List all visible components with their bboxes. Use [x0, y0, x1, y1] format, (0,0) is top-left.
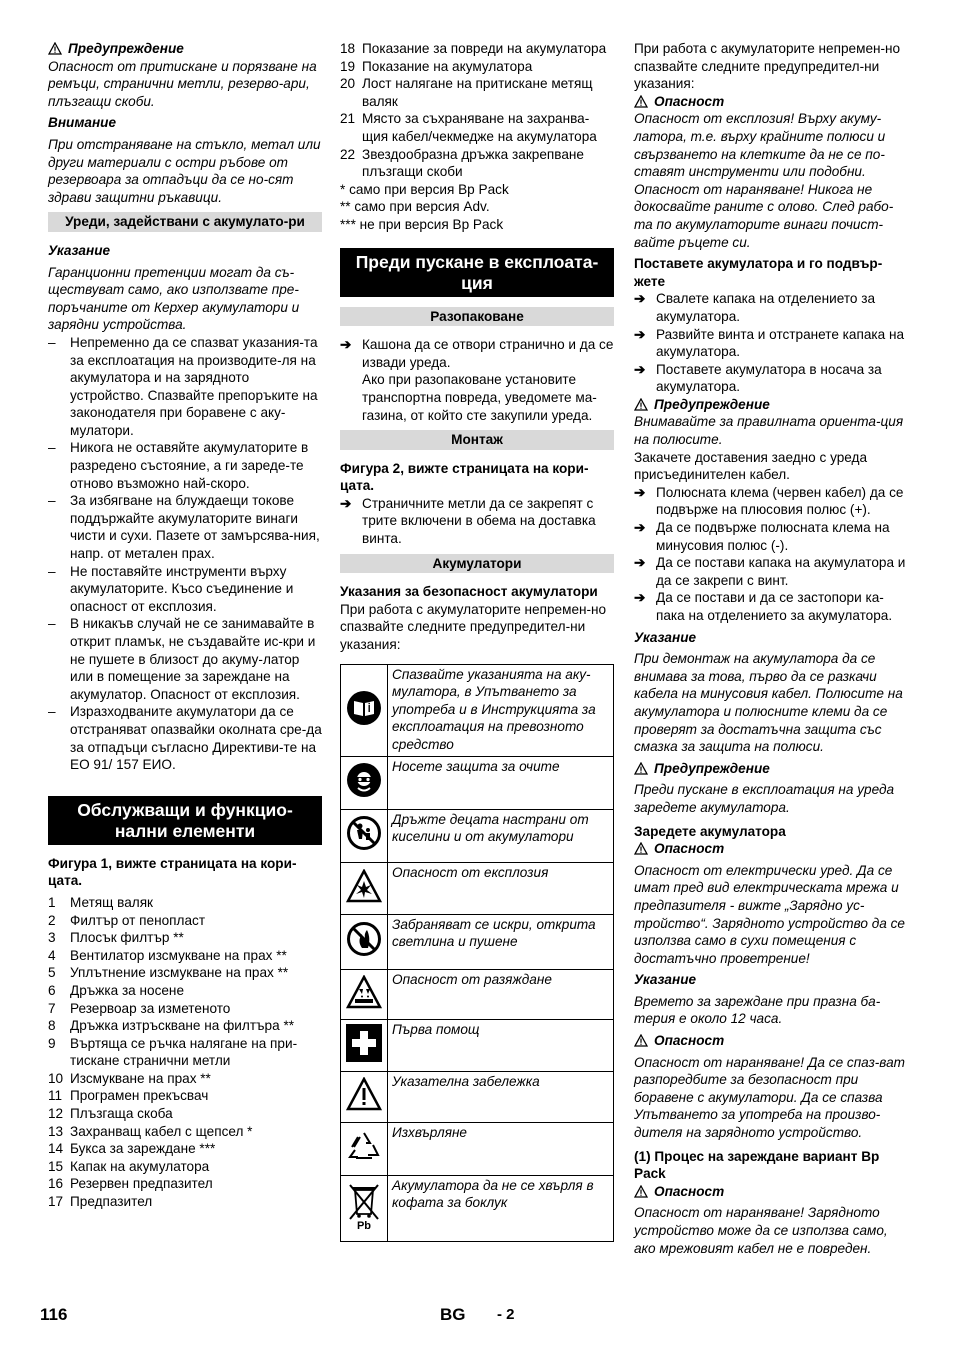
warning-triangle-icon	[634, 1034, 648, 1047]
list-item	[48, 1158, 322, 1176]
table-row	[341, 756, 614, 809]
item-text: Метящ валяк	[70, 894, 154, 910]
process-heading: (1) Процес на зареждане вариант Bp Pack	[634, 1148, 880, 1182]
item-text: Звездообразна дръжка закрепване плъзгащи скоби	[362, 146, 584, 180]
list-item	[48, 1000, 322, 1018]
column-1	[48, 40, 322, 1211]
list-item	[48, 947, 322, 965]
connect-text: Закачете доставения заедно с уреда присъединителен кабел.	[634, 449, 868, 483]
symbol-text: Първа помощ	[388, 1019, 614, 1071]
symbol-text: Забраняват се искри, открита светлина и пушене	[388, 914, 614, 969]
item-number: 15	[48, 1158, 64, 1174]
warning-triangle-icon	[634, 762, 648, 775]
item-text: Изсмукване на прах **	[70, 1070, 211, 1086]
item-text: Капак на акумулатора	[70, 1158, 210, 1174]
table-row	[341, 1175, 614, 1241]
safety-intro: При работа с акумулаторите непремен-но спазвайте следните предупредител-ни указания:	[340, 601, 607, 653]
list-item	[340, 75, 614, 110]
warning-heading: Предупреждение	[634, 396, 908, 414]
item-text: Показание на акумулатора	[362, 58, 533, 74]
instruction-step: ➔ Кашона да се отвори странично и да се извади уреда.	[340, 337, 614, 370]
item-number: 6	[48, 982, 56, 998]
item-number: 3	[48, 930, 56, 946]
item-number: 10	[48, 1070, 64, 1086]
danger-heading: Опасност	[634, 840, 908, 858]
note-text: Гаранционни претенции могат да съ-ществуват само, ако използвате пре-поръчаните от Керхер акумулатори и зарядни устройства.	[48, 264, 300, 333]
list-item	[340, 58, 614, 76]
list-item	[48, 964, 322, 982]
list-item	[48, 982, 322, 1000]
list-item: – Никога не оставяйте акумулаторите в разредено състояние, а ги зареде-те отново възможно най-скоро.	[48, 440, 309, 491]
caution-text: При отстраняване на стъкло, метал или други материали с остри ръбове от резервоара за отпадъци да се но-сят здрави защитни ръкавици.	[48, 136, 321, 205]
item-number: 19	[340, 58, 356, 74]
item-text: Плосък филтър **	[70, 930, 184, 946]
symbol-text: Дръжте децата настрани от киселини и от акумулатори	[388, 809, 614, 862]
note-title: Указание	[634, 629, 697, 645]
list-item	[48, 1035, 322, 1070]
item-text: Програмен прекъсвач	[70, 1088, 209, 1104]
list-item	[340, 40, 614, 58]
table-row	[341, 862, 614, 914]
no-fire-icon	[346, 921, 382, 957]
item-text: Плъзгаща скоба	[70, 1106, 173, 1122]
list-item	[340, 110, 614, 145]
list-item: – Изразходваните акумулатори да се отстраняват опазвайки околната сре-да за отпадъци съгласно Директиви-те на ЕО 91/ 157 ЕИО.	[48, 704, 322, 773]
instruction-step: ➔ Да се постави капака на акумулатора и да се закрепи с винт.	[634, 555, 906, 588]
item-text: Букса за зареждане ***	[70, 1141, 216, 1157]
note-text: Времето за зареждане при празна ба-терия е около 12 часа.	[634, 993, 881, 1027]
list-item	[48, 1105, 322, 1123]
instruction-step: ➔ Свалете капака на отделението за акумулатора.	[634, 291, 876, 324]
list-item: – Непременно да се спазват указания-та за експлоатация на производите-ля на акумулатора и на зарядното устройство. Спазвайте препоръките на законодателя при боравене с аку-мулатори.	[48, 334, 318, 438]
list-item: – Не поставяйте инструменти върху акумулаторите. Късо съединение и опасност от експлозия.	[48, 563, 294, 614]
instruction-step: ➔ Да се подвърже полюсната клема на минусовия полюс (-).	[634, 520, 890, 553]
list-item	[48, 1123, 322, 1141]
item-number: 5	[48, 965, 56, 981]
instruction-step: ➔ Да се постави и да се застопори ка-пака на отделението за акумулатора.	[634, 590, 893, 623]
symbol-text: Носете защита за очите	[388, 756, 614, 809]
symbol-text: Опасност от разяждане	[388, 969, 614, 1019]
item-number: 12	[48, 1106, 64, 1122]
instruction-step: ➔ Поставете акумулатора в носача за акумулатора.	[634, 361, 882, 395]
item-number: 21	[340, 111, 356, 127]
eye-protection-icon	[346, 762, 382, 798]
list-item	[48, 912, 322, 930]
warning-triangle-icon	[634, 842, 648, 855]
symbol-text: Изхвърляне	[388, 1122, 614, 1175]
section-heading-startup: Преди пускане в експлоата-ция	[340, 248, 614, 297]
safety-heading: Указания за безопасност акумулатори	[340, 584, 598, 600]
footnote: * само при версия Bp Pack	[340, 181, 509, 197]
charge-heading: Заредете акумулатора	[634, 823, 786, 839]
warning-heading: Предупреждение	[634, 760, 908, 778]
figure-reference: Фигура 1, вижте страницата на кори-цата.	[48, 855, 297, 889]
footnote: *** не при версия Bp Pack	[340, 216, 504, 232]
note-title: Указание	[634, 972, 697, 988]
list-item	[48, 1017, 322, 1035]
safety-symbols-table	[340, 664, 614, 1242]
item-text: Въртяща се ръчка налягане на при-тискане странични метли	[70, 1035, 298, 1069]
warning-text: Опасност от притискане и порязване на ремъци, странични метли, резерво-ари, плъзгащи скоби.	[48, 58, 317, 109]
danger-text: Опасност от експлозия! Върху акуму-латора, т.е. върху крайните полюси и свързването на клетките да не се по-ставят инструменти или подобни. Опасност от нараняване! Никога не докосвайте раните с олово. След рабо-та по акумулаторите винаги почист-вайте ръцете си.	[634, 111, 894, 250]
list-item	[48, 929, 322, 947]
item-number: 22	[340, 146, 356, 162]
symbol-text: Акумулатора да не се хвърля в кофата за боклук	[388, 1175, 614, 1241]
danger-heading: Опасност	[634, 1183, 908, 1201]
batteries-heading: Акумулатори	[340, 554, 614, 574]
list-item	[48, 1193, 322, 1211]
list-item	[48, 1140, 322, 1158]
section-heading-controls: Обслужващи и функцио-нални елементи	[48, 796, 322, 845]
warning-text: Внимавайте за правилната ориента-ция на полюсите.	[634, 414, 904, 448]
column-2	[340, 40, 614, 1242]
warning-triangle-icon	[48, 42, 62, 55]
battery-devices-heading: Уреди, задействани с акумулато-ри	[48, 212, 322, 232]
item-text: Място за съхраняване на захранва-щия кабел/чекмедже на акумулатора	[362, 111, 597, 144]
assembly-heading: Монтаж	[340, 430, 614, 450]
corrosive-icon	[346, 975, 382, 1009]
keep-children-away-icon	[346, 815, 382, 851]
symbol-text: Спазвайте указанията на аку-мулатора, в Упътването за употреба и в Инструкцията за експлоатация на превозното средство	[388, 664, 614, 756]
warning-triangle-icon	[634, 1185, 648, 1198]
figure-reference: Фигура 2, вижте страницата на кори-цата.	[340, 460, 589, 494]
item-number: 14	[48, 1141, 64, 1157]
symbol-text: Опасност от експлозия	[388, 862, 614, 914]
table-row	[341, 1071, 614, 1122]
list-item: – В никакъв случай не се занимавайте в открит пламък, не създавайте ис-кри и не пушете в близост до акуму-латор или в помещение за зареждане на акумулатор. Опасност от експлозия.	[48, 616, 316, 702]
item-number: 7	[48, 1000, 56, 1016]
danger-heading: Опасност	[634, 93, 908, 111]
note-text: При демонтаж на акумулатора да се внимава за това, първо да се разкачи кабела на минусовия кабел. Полюсите на акумулатора и полюсните клеми да се проверят за достатъчна защита със смазка за защита на полюси.	[634, 651, 903, 755]
warning-title: Предупреждение	[68, 41, 184, 56]
item-text: Дръжка за носене	[70, 982, 185, 998]
item-number: 1	[48, 894, 56, 910]
item-text: Уплътнение изсмукване на прах **	[70, 965, 289, 981]
item-number: 4	[48, 947, 56, 963]
table-row	[341, 969, 614, 1019]
item-text: Резервен предпазител	[70, 1176, 213, 1192]
item-text: Захранващ кабел с щепсел *	[70, 1123, 253, 1139]
item-number: 20	[340, 76, 356, 92]
item-number: 9	[48, 1035, 56, 1051]
list-item	[48, 1070, 322, 1088]
language-code: BG	[440, 1305, 466, 1324]
intro-text: При работа с акумулаторите непремен-но спазвайте следните предупредител-ни указания:	[634, 41, 901, 92]
page-number: 116	[40, 1305, 68, 1324]
instruction-step: ➔ Страничните метли да се закрепят с трите включени в обема на доставка винта.	[340, 495, 596, 547]
warning-triangle-icon	[634, 95, 648, 108]
danger-text: Опасност от нараняване! Зарядното устройство може да се използва само, ако мрежовият кабел не е повреден.	[634, 1205, 888, 1256]
item-number: 11	[48, 1088, 63, 1104]
item-text: Резервоар за изметеното	[70, 1000, 231, 1016]
list-item	[48, 1087, 322, 1105]
recycling-icon	[346, 1129, 382, 1163]
warning-heading	[48, 40, 322, 58]
first-aid-icon	[346, 1024, 382, 1062]
item-text: Вентилатор изсмукване на прах **	[70, 947, 287, 963]
list-item	[48, 894, 322, 912]
danger-heading: Опасност	[634, 1032, 908, 1050]
footnote: ** само при версия Adv.	[340, 199, 490, 215]
warning-text: Преди пускане в експлоатация на уреда заредете акумулатора.	[634, 782, 895, 815]
column-3	[634, 40, 908, 1257]
warning-triangle-icon	[634, 398, 648, 411]
list-item: – За избягване на блуждаещи токове поддържайте акумулаторите винаги чисти и сухи. Пазете от замърсява-ния, напр. от метален прах.	[48, 493, 320, 562]
list-item	[48, 1175, 322, 1193]
item-text: Предпазител	[70, 1194, 153, 1210]
table-row	[341, 809, 614, 862]
item-number: 18	[340, 41, 356, 56]
table-row	[341, 664, 614, 756]
table-row	[341, 914, 614, 969]
danger-text: Опасност от електрически уред. Да се имат пред вид електрическата мрежа и предпазителя - вижте „Зарядно ус-тройство“. Зарядното устройство да се използва само в сухи помещения с достатъчно проветрение!	[634, 862, 905, 966]
table-row	[341, 1019, 614, 1071]
item-number: 8	[48, 1018, 56, 1034]
manual-icon	[346, 690, 382, 726]
item-number: 17	[48, 1194, 64, 1210]
insert-heading: Поставете акумулатора и го подвър-жете	[634, 256, 883, 289]
sub-page-number: - 2	[497, 1306, 515, 1323]
item-text: Показание за повреди на акумулатора	[362, 41, 607, 56]
item-text: Лост налягане на притискане метящ валяк	[362, 76, 593, 109]
list-item	[340, 146, 614, 181]
symbol-text: Указателна забележка	[388, 1071, 614, 1122]
warning-icon	[346, 1077, 382, 1111]
caution-title: Внимание	[48, 115, 117, 131]
instruction-step: ➔ Развийте винта и отстранете капака на акумулатора.	[634, 326, 905, 360]
explosion-icon	[346, 869, 382, 903]
pb-label: Pb	[356, 1219, 372, 1230]
note-title: Указание	[48, 242, 111, 258]
item-number: 2	[48, 912, 56, 928]
no-trash-pb-icon	[346, 1182, 382, 1230]
item-number: 16	[48, 1176, 64, 1192]
item-number: 13	[48, 1123, 64, 1139]
unpacking-heading: Разопаковане	[340, 307, 614, 327]
table-row	[341, 1122, 614, 1175]
item-text: Филтър от пенопласт	[70, 912, 206, 928]
item-text: Дръжка изтръскване на филтъра **	[70, 1018, 295, 1034]
unpacking-text: Ако при разопаковане установите транспортна повреда, уведомете ма-газина, от който сте закупили уреда.	[362, 372, 597, 423]
danger-text: Опасност от нараняване! Да се спаз-ват разпоредбите за безопасност при боравене с акумулатори. Да се спазва Упътването за употреба на произво-дителя на зарядното устройство.	[634, 1054, 905, 1141]
instruction-step: ➔ Полюсната клема (червен кабел) да се подвърже на плюсовия полюс (+).	[634, 484, 904, 518]
